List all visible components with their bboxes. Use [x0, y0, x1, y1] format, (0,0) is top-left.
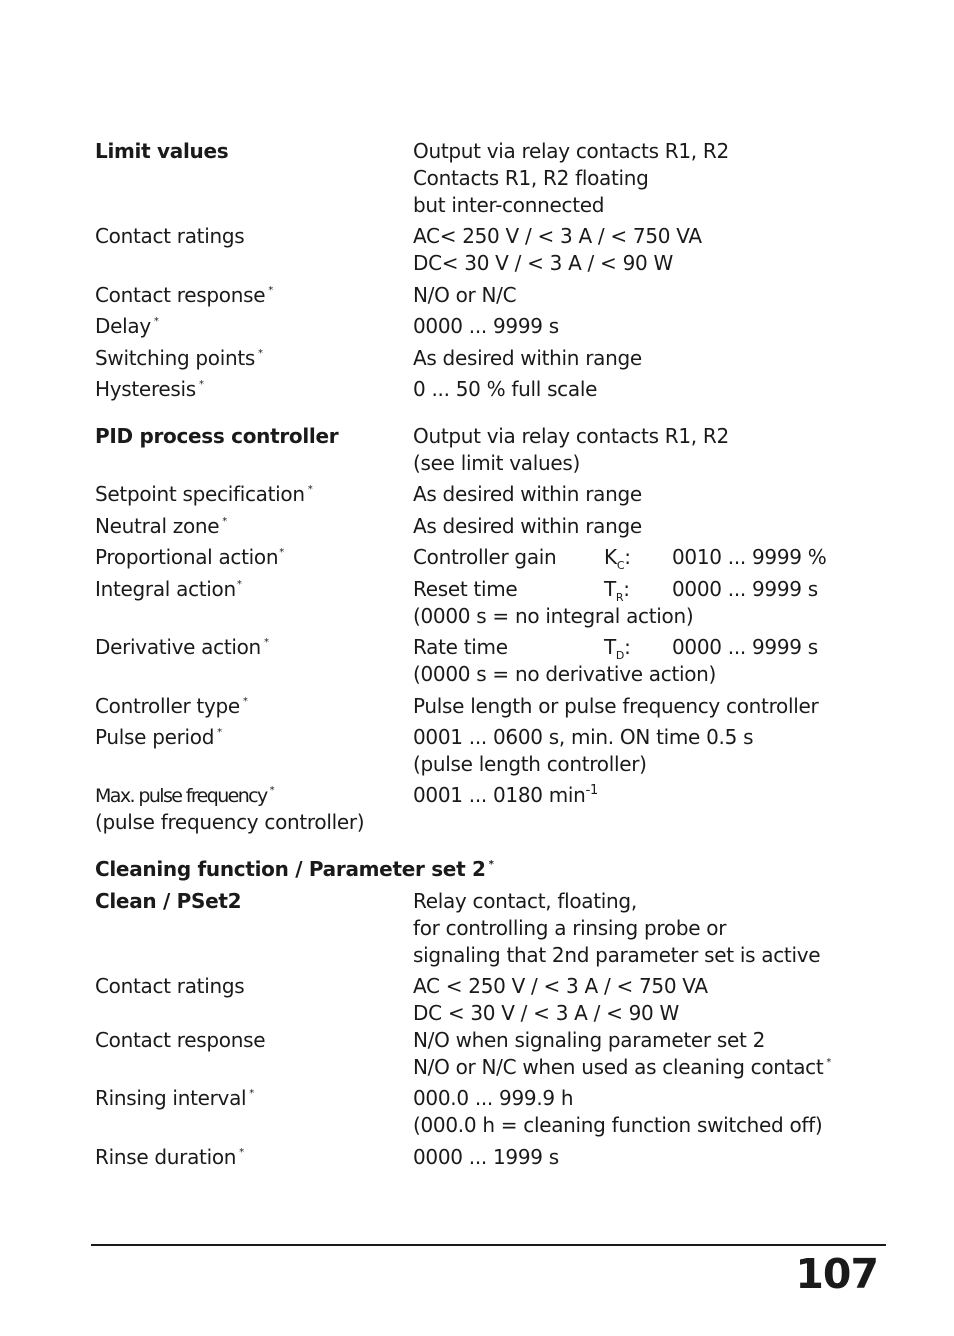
- clean-contact-response-line-1: N/O when signaling parameter set 2: [413, 1028, 766, 1052]
- text-fragment: Setpoint specification: [95, 482, 305, 506]
- page-number: 107: [795, 1250, 878, 1298]
- text-fragment: C: [616, 559, 625, 572]
- clean-rinsing-interval-line-1: 000.0 ... 999.9 h: [413, 1086, 574, 1110]
- clean-rinsing-interval-label: [95, 1085, 254, 1116]
- configurable-marker: *: [249, 1088, 254, 1099]
- pid-proportional-symbol: [604, 544, 631, 574]
- pid-neutral-zone-value: As desired within range: [413, 514, 642, 538]
- pid-pulse-period-line-1: 0001 ... 0600 s, min. ON time 0.5 s: [413, 725, 754, 749]
- pid-derivative-name: Rate time: [413, 635, 508, 659]
- pid-integral-name: Reset time: [413, 577, 518, 601]
- configurable-marker: *: [826, 1057, 832, 1068]
- text-fragment: Delay: [95, 314, 151, 338]
- text-fragment: Pulse period: [95, 725, 215, 749]
- limit-hysteresis-label: [95, 376, 204, 407]
- text-fragment: -1: [585, 783, 598, 798]
- clean-desc-line-1: Relay contact, floating,: [413, 889, 637, 913]
- text-fragment: T: [604, 635, 616, 659]
- clean-rinse-duration-label: [95, 1144, 244, 1175]
- configurable-marker: *: [269, 785, 275, 796]
- pid-output-line-2: (see limit values): [413, 451, 580, 475]
- pid-proportional-label: [95, 544, 284, 575]
- clean-desc-line-3: signaling that 2nd parameter set is active: [413, 943, 821, 967]
- limit-delay-value: 0000 ... 9999 s: [413, 314, 559, 338]
- configurable-marker: *: [198, 379, 204, 390]
- text-fragment: :: [624, 635, 631, 659]
- pid-heading: PID process controller: [95, 424, 339, 448]
- cleaning-heading: [95, 856, 494, 887]
- limit-contact-ratings-label: Contact ratings: [95, 224, 245, 248]
- pid-pulse-period-label: [95, 724, 222, 755]
- text-fragment: Derivative action: [95, 635, 261, 659]
- configurable-marker: *: [279, 547, 284, 558]
- clean-pset2-heading: Clean / PSet2: [95, 889, 242, 913]
- pid-integral-value: 0000 ... 9999 s: [672, 577, 818, 601]
- pid-max-pulse-frequency-label-2: (pulse frequency controller): [95, 810, 365, 834]
- text-fragment: T: [604, 577, 616, 601]
- pid-setpoint-label: [95, 481, 312, 512]
- configurable-marker: *: [268, 285, 273, 296]
- text-fragment: R: [615, 591, 624, 604]
- configurable-marker: *: [307, 484, 313, 495]
- limit-contact-response-label: [95, 282, 273, 313]
- pid-output-line-1: Output via relay contacts R1, R2: [413, 424, 729, 448]
- clean-contact-ratings-label: Contact ratings: [95, 974, 245, 998]
- configurable-marker: *: [258, 348, 263, 359]
- limit-values-heading: Limit values: [95, 139, 229, 163]
- limit-output-line-3: but inter-connected: [413, 193, 605, 217]
- configurable-marker: *: [236, 579, 242, 590]
- text-fragment: N/O or N/C when used as cleaning contact: [413, 1055, 824, 1079]
- configurable-marker: *: [153, 316, 159, 327]
- pid-derivative-note: (0000 s = no derivative action): [413, 662, 717, 686]
- clean-contact-ratings-dc: DC < 30 V / < 3 A / < 90 W: [413, 1001, 680, 1025]
- pid-controller-type-value: Pulse length or pulse frequency controller: [413, 694, 819, 718]
- pid-neutral-zone-label: [95, 513, 227, 544]
- pid-pulse-period-line-2: (pulse length controller): [413, 752, 647, 776]
- text-fragment: Contact response: [95, 283, 266, 307]
- pid-integral-note: (0000 s = no integral action): [413, 604, 694, 628]
- configurable-marker: *: [217, 727, 222, 738]
- text-fragment: Max. pulse frequency: [95, 785, 267, 807]
- pid-max-pulse-frequency-value: [413, 782, 598, 812]
- text-fragment: Proportional action: [95, 545, 279, 569]
- text-fragment: K: [604, 545, 617, 569]
- pid-integral-label: [95, 576, 242, 607]
- footer-rule: [91, 1244, 886, 1246]
- pid-proportional-value: 0010 ... 9999 %: [672, 545, 827, 569]
- limit-delay-label: [95, 313, 159, 344]
- text-fragment: Rinsing interval: [95, 1086, 247, 1110]
- limit-hysteresis-value: 0 ... 50 % full scale: [413, 377, 598, 401]
- text-fragment: Neutral zone: [95, 514, 220, 538]
- limit-contact-ratings-dc: DC< 30 V / < 3 A / < 90 W: [413, 251, 673, 275]
- pid-controller-type-label: [95, 693, 248, 724]
- clean-contact-ratings-ac: AC < 250 V / < 3 A / < 750 VA: [413, 974, 708, 998]
- limit-output-line-2: Contacts R1, R2 floating: [413, 166, 649, 190]
- pid-derivative-symbol: [604, 634, 631, 664]
- pid-derivative-value: 0000 ... 9999 s: [672, 635, 818, 659]
- text-fragment: Hysteresis: [95, 377, 196, 401]
- configurable-marker: *: [222, 516, 227, 527]
- configurable-marker: *: [488, 859, 494, 870]
- pid-derivative-label: [95, 634, 269, 665]
- text-fragment: Switching points: [95, 346, 256, 370]
- limit-output-line-1: Output via relay contacts R1, R2: [413, 139, 729, 163]
- text-fragment: D: [615, 649, 625, 662]
- clean-desc-line-2: for controlling a rinsing probe or: [413, 916, 727, 940]
- text-fragment: Integral action: [95, 577, 236, 601]
- pid-integral-symbol: [604, 576, 630, 606]
- text-fragment: 0001 ... 0180 min: [413, 783, 586, 807]
- configurable-marker: *: [242, 696, 248, 707]
- clean-contact-response-label: Contact response: [95, 1028, 266, 1052]
- configurable-marker: *: [263, 637, 269, 648]
- limit-contact-ratings-ac: AC< 250 V / < 3 A / < 750 VA: [413, 224, 702, 248]
- clean-rinse-duration-value: 0000 ... 1999 s: [413, 1145, 559, 1169]
- limit-switching-points-label: [95, 345, 263, 376]
- limit-switching-points-value: As desired within range: [413, 346, 642, 370]
- clean-rinsing-interval-line-2: (000.0 h = cleaning function switched off): [413, 1113, 823, 1137]
- text-fragment: Rinse duration: [95, 1145, 237, 1169]
- limit-contact-response-value: N/O or N/C: [413, 283, 517, 307]
- text-fragment: :: [623, 577, 630, 601]
- clean-contact-response-line-2: [413, 1054, 831, 1085]
- pid-proportional-name: Controller gain: [413, 545, 557, 569]
- text-fragment: Controller type: [95, 694, 240, 718]
- text-fragment: Cleaning function / Parameter set 2: [95, 857, 486, 881]
- configurable-marker: *: [239, 1147, 244, 1158]
- text-fragment: :: [624, 545, 631, 569]
- pid-setpoint-value: As desired within range: [413, 482, 642, 506]
